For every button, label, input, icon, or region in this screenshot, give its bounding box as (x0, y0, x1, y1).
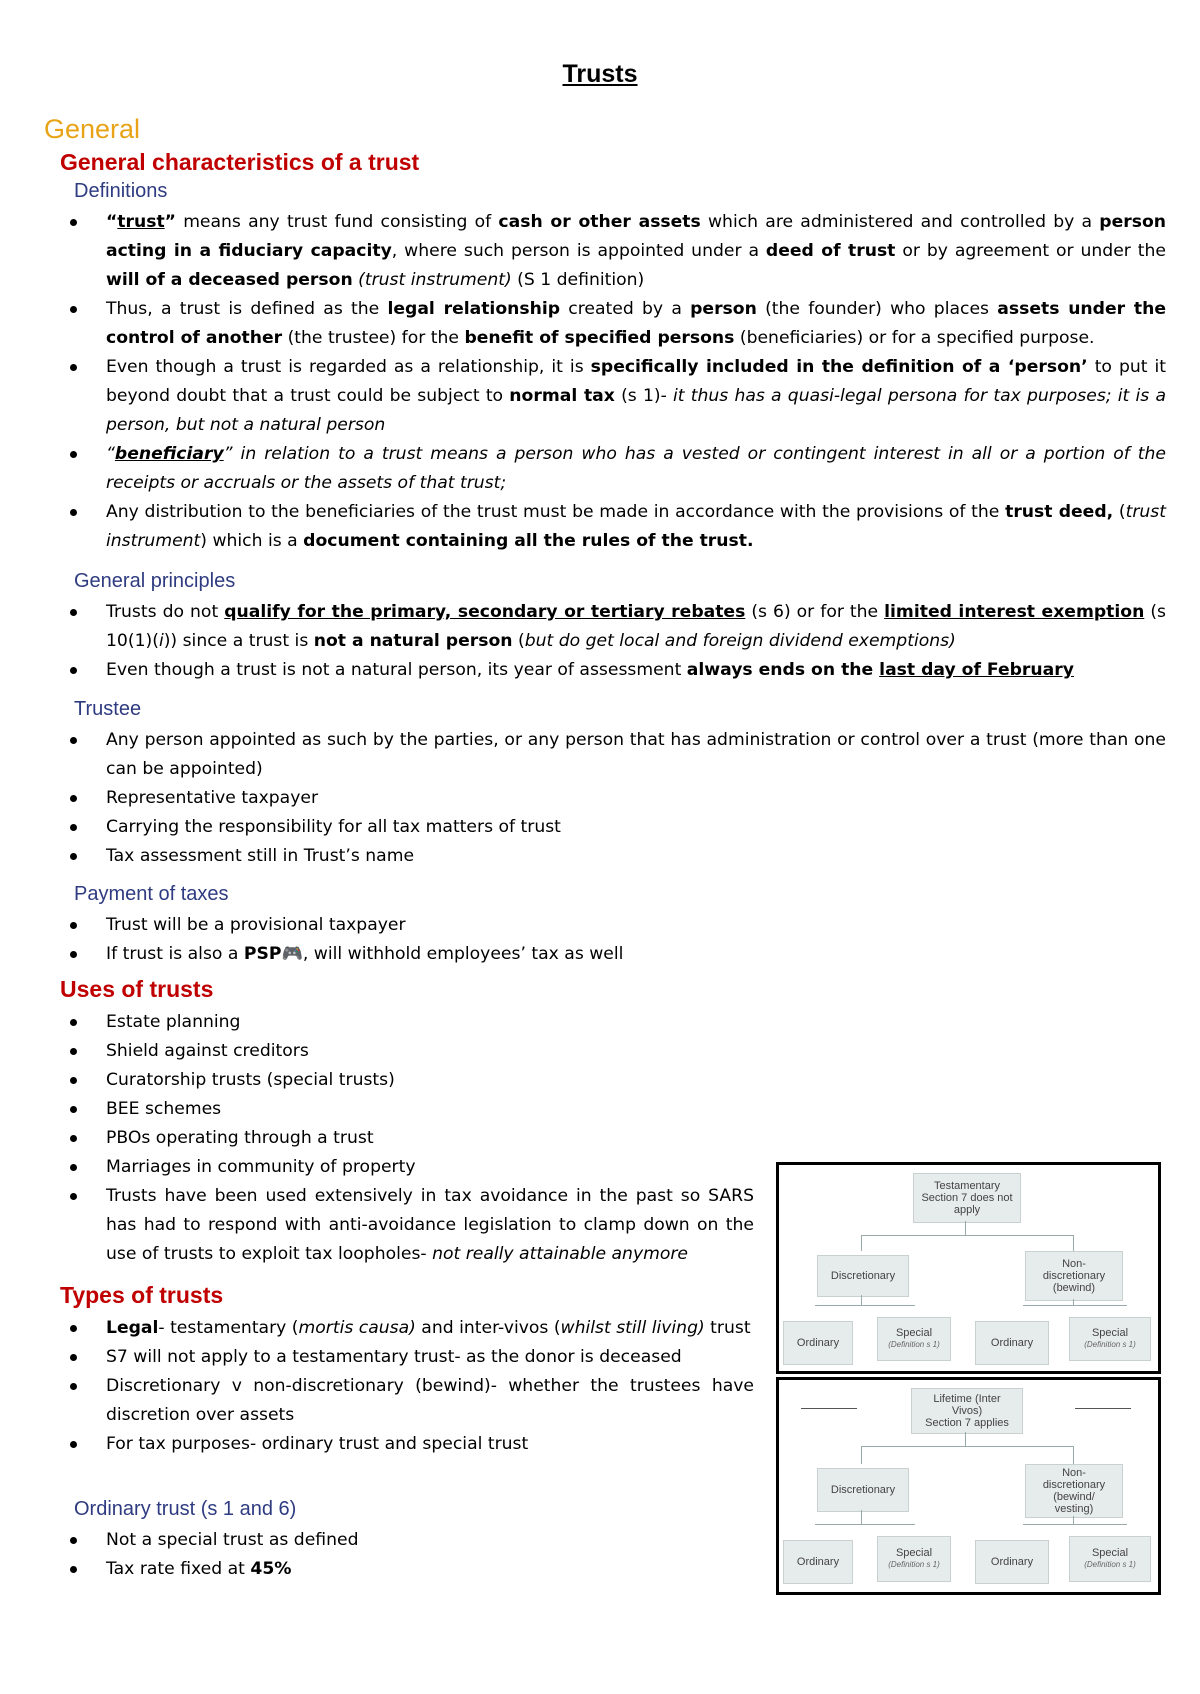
payment-list (64, 911, 1166, 969)
uses-list (64, 1008, 754, 1269)
principles-list (64, 598, 1166, 685)
list-item: BEE schemes (64, 1095, 754, 1124)
list-item: Carrying the responsibility for all tax matters of trust (64, 813, 1166, 842)
list-item: Even though a trust is regarded as a relationship, it is specifically included in the definition of a ‘person’ to put it beyond doubt that a trust could be subject to normal tax (s 1)- it thus has a quasi-legal persona for tax purposes; it is a person, but not a natural person (64, 353, 1166, 440)
list-item: Discretionary v non-discretionary (bewind)- whether the trustees have discretion over assets (64, 1372, 754, 1430)
subheading-trustee: Trustee (74, 698, 142, 720)
list-item: Trusts do not qualify for the primary, secondary or tertiary rebates (s 6) or for the limited interest exemption (s 10(1)(i)) since a trust is not a natural person (but do get local and foreign dividend exemptions) (64, 598, 1166, 656)
page-title: Trusts (562, 60, 638, 88)
list-item: If trust is also a PSP🎮, will withhold employees’ tax as well (64, 940, 1166, 969)
diagram-leaf-ordinary: Ordinary (783, 1321, 853, 1365)
list-item: Not a special trust as defined (64, 1526, 754, 1555)
types-list (64, 1314, 754, 1459)
list-item: Even though a trust is not a natural person, its year of assessment always ends on the last day of February (64, 656, 1166, 685)
diagram-node-non-discretionary: Non- discretionary (bewind/ vesting) (1025, 1464, 1123, 1518)
subheading-ordinary-trust: Ordinary trust (s 1 and 6) (74, 1498, 297, 1520)
diagram-lifetime-trust (776, 1377, 1161, 1595)
list-item: Curatorship trusts (special trusts) (64, 1066, 754, 1095)
diagram-node-root: Lifetime (Inter Vivos) Section 7 applies (911, 1388, 1023, 1434)
list-item: S7 will not apply to a testamentary trust- as the donor is deceased (64, 1343, 754, 1372)
diagram-leaf-special: Special (Definition s 1) (1069, 1536, 1151, 1582)
list-item: Tax rate fixed at 45% (64, 1555, 754, 1584)
ordinary-list (64, 1526, 754, 1584)
heading-uses-of-trusts: Uses of trusts (60, 976, 214, 1002)
diagram-node-non-discretionary: Non- discretionary (bewind) (1025, 1251, 1123, 1301)
list-item: Any person appointed as such by the parties, or any person that has administration or control over a trust (more than one can be appointed) (64, 726, 1166, 784)
subheading-general-principles: General principles (74, 570, 236, 592)
diagram-leaf-special: Special (Definition s 1) (877, 1317, 951, 1361)
diagram-leaf-special: Special (Definition s 1) (877, 1536, 951, 1582)
diagram-node-discretionary: Discretionary (817, 1468, 909, 1512)
list-item: Trust will be a provisional taxpayer (64, 911, 1166, 940)
list-item: Legal- testamentary (mortis causa) and inter-vivos (whilst still living) trust (64, 1314, 754, 1343)
list-item: Estate planning (64, 1008, 754, 1037)
section-heading-general: General (44, 114, 141, 144)
list-item: PBOs operating through a trust (64, 1124, 754, 1153)
diagram-leaf-ordinary: Ordinary (975, 1321, 1049, 1365)
diagram-leaf-ordinary: Ordinary (783, 1540, 853, 1584)
diagram-testamentary-trust (776, 1162, 1161, 1374)
diagram-node-discretionary: Discretionary (817, 1255, 909, 1297)
heading-types-of-trusts: Types of trusts (60, 1282, 224, 1308)
list-item: Marriages in community of property (64, 1153, 754, 1182)
diagram-node-root: Testamentary Section 7 does not apply (913, 1173, 1021, 1223)
subheading-payment-of-taxes: Payment of taxes (74, 883, 229, 905)
heading-general-characteristics: General characteristics of a trust (60, 149, 420, 175)
list-item: Any distribution to the beneficiaries of the trust must be made in accordance with the provisions of the trust deed, (trust instrument) which is a document containing all the rules of the trust. (64, 498, 1166, 556)
subheading-definitions: Definitions (74, 180, 168, 202)
list-item: “beneficiary” in relation to a trust means a person who has a vested or contingent interest in all or a portion of the receipts or accruals or the assets of that trust; (64, 440, 1166, 498)
diagram-leaf-ordinary: Ordinary (975, 1540, 1049, 1584)
game-controller-icon: 🎮 (281, 944, 303, 964)
list-item: Trusts have been used extensively in tax avoidance in the past so SARS has had to respond with anti-avoidance legislation to clamp down on the use of trusts to exploit tax loopholes- not really attainable anymore (64, 1182, 754, 1269)
list-item: For tax purposes- ordinary trust and special trust (64, 1430, 754, 1459)
list-item: Shield against creditors (64, 1037, 754, 1066)
diagram-leaf-special: Special (Definition s 1) (1069, 1317, 1151, 1361)
definitions-list (64, 208, 1166, 556)
list-item: Thus, a trust is defined as the legal relationship created by a person (the founder) who places assets under the control of another (the trustee) for the benefit of specified persons (beneficiaries) or for a specified purpose. (64, 295, 1166, 353)
list-item: “trust” means any trust fund consisting of cash or other assets which are administered and controlled by a person acting in a fiduciary capacity, where such person is appointed under a deed of trust or by agreement or under the will of a deceased person (trust instrument) (S 1 definition) (64, 208, 1166, 295)
list-item: Tax assessment still in Trust’s name (64, 842, 1166, 871)
list-item: Representative taxpayer (64, 784, 1166, 813)
trustee-list (64, 726, 1166, 871)
